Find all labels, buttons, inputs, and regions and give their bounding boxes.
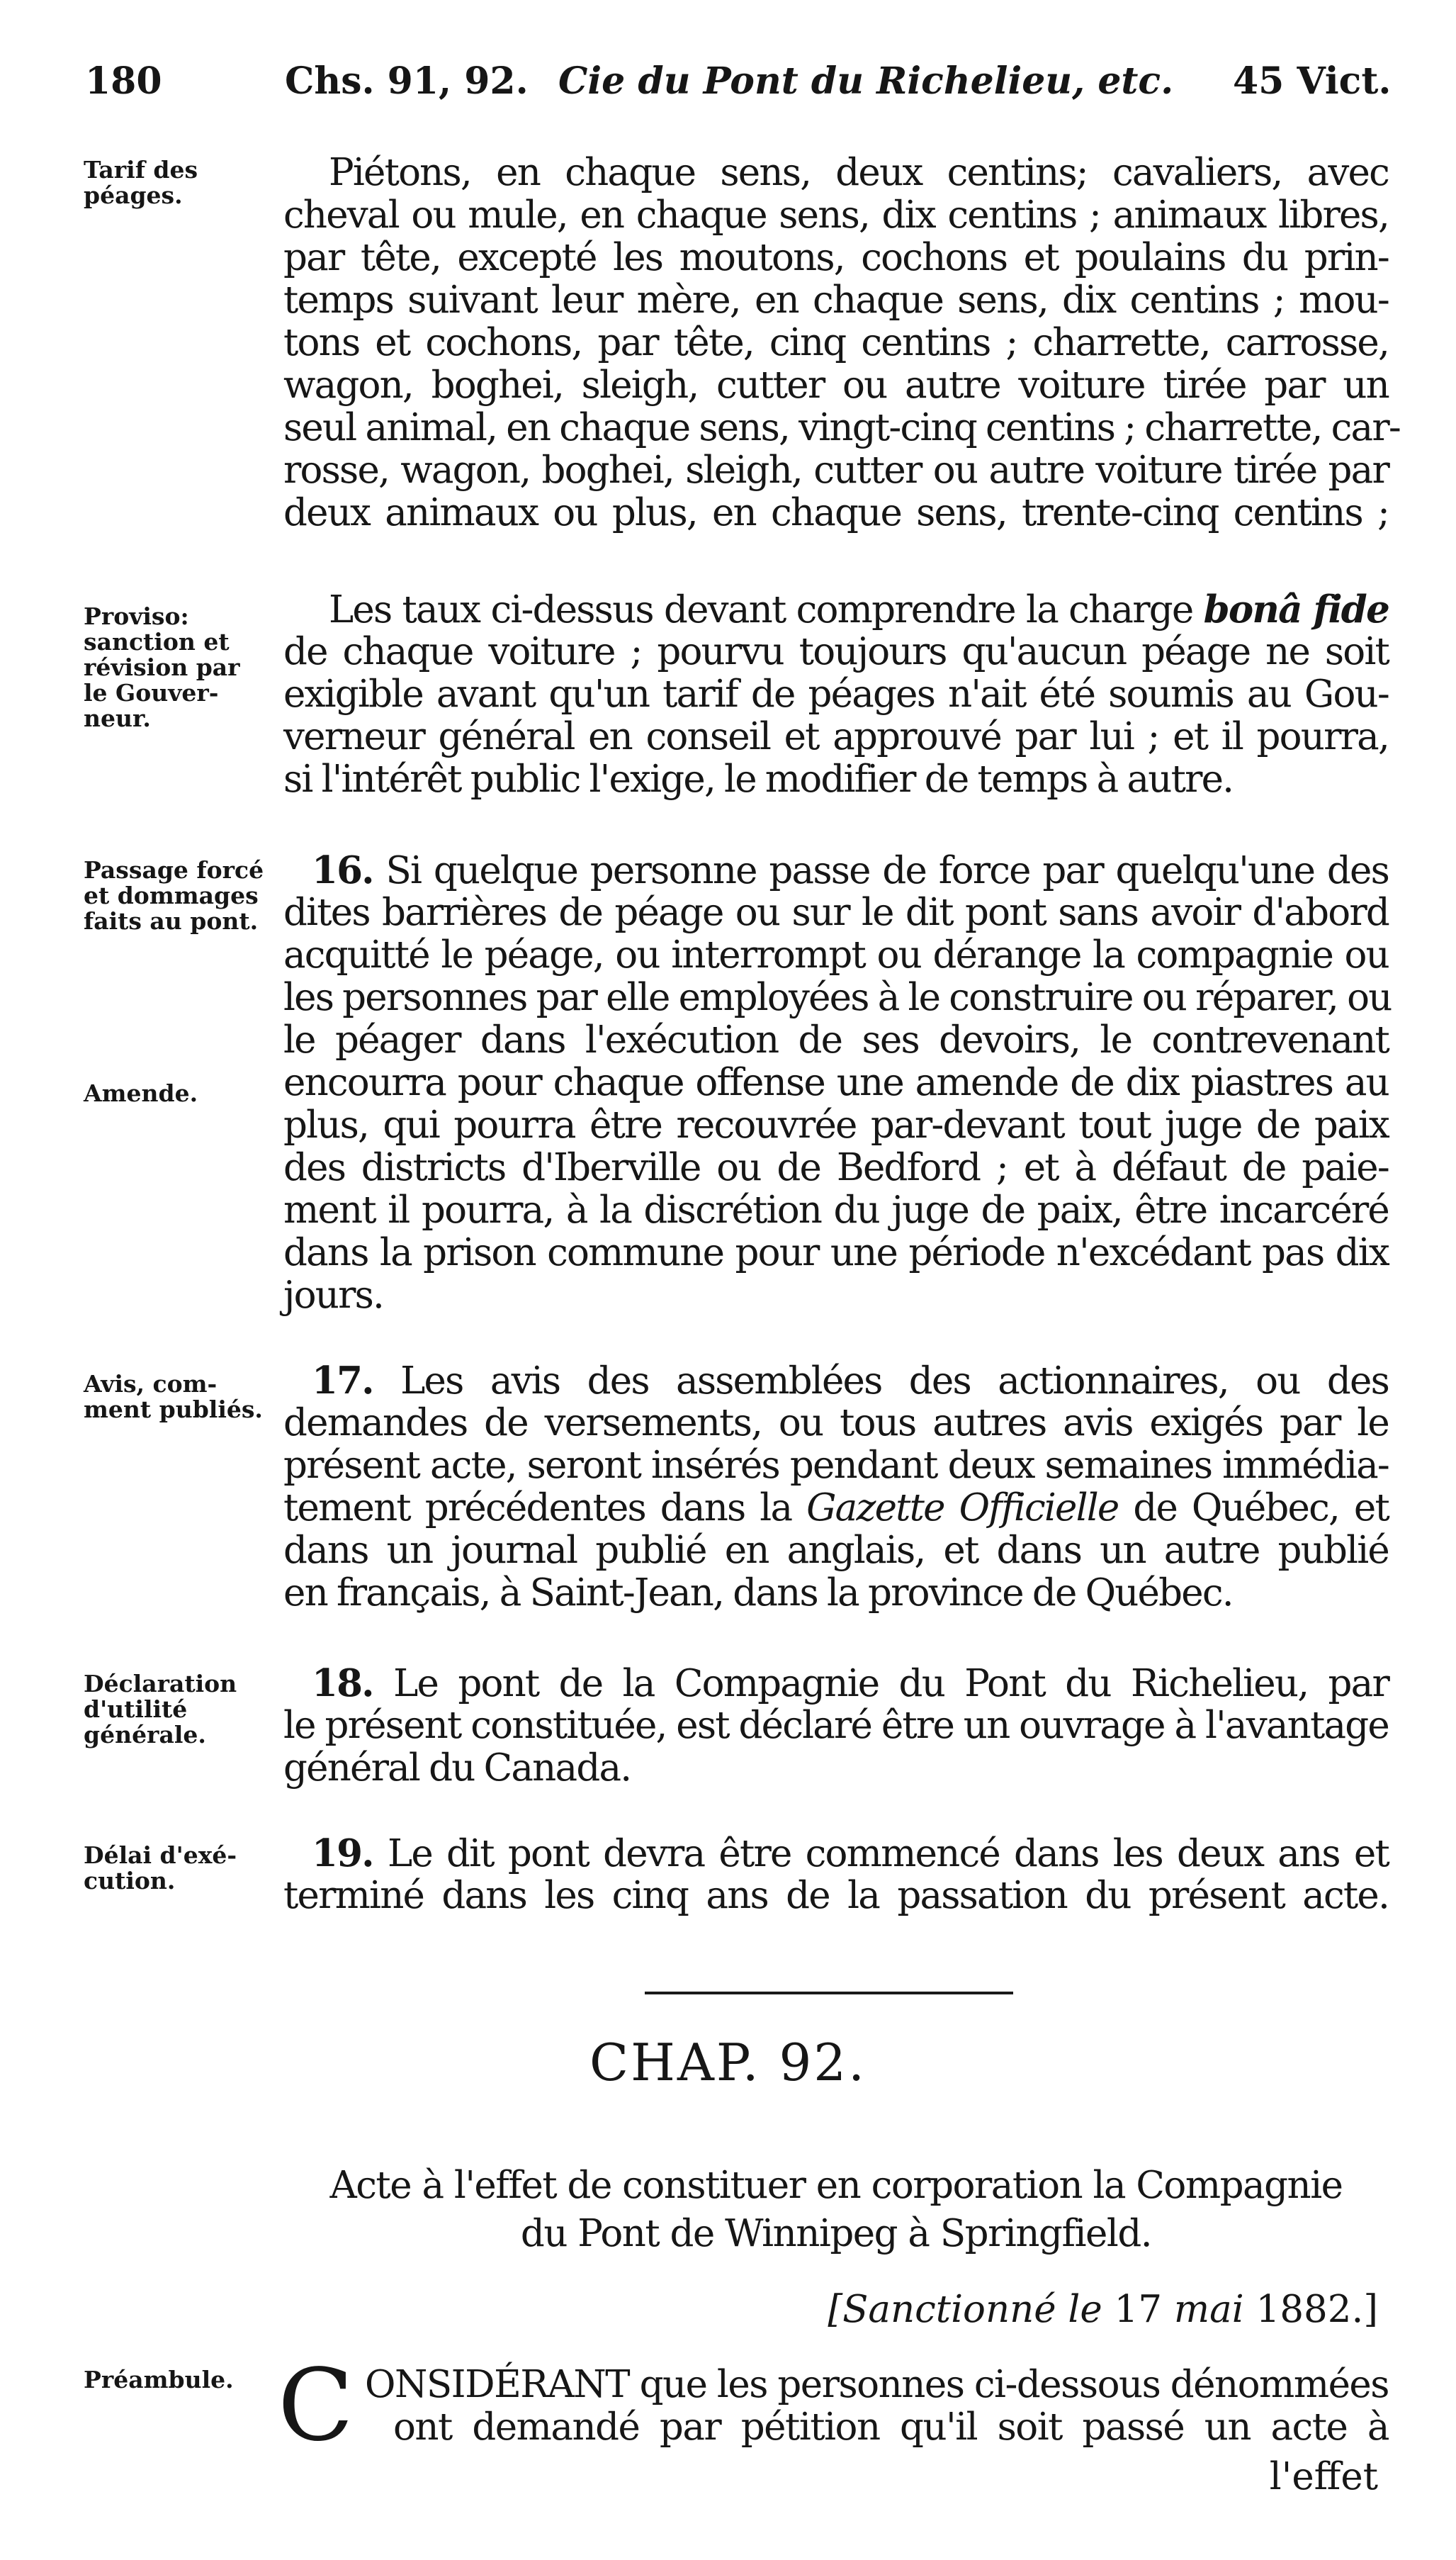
proviso-latin-term: bonâ fide <box>1203 588 1389 631</box>
text-line: plus, qui pourra être recouvrée par-devant tout juge de paix <box>283 1104 1389 1147</box>
text-line: terminé dans les cinq ans de la passation du présent acte. <box>283 1874 1389 1917</box>
section-text: Le pont de la Compagnie du Pont du Richelieu, par <box>393 1662 1389 1705</box>
margin-note-amende <box>84 1081 275 1106</box>
text-line <box>283 1487 1389 1529</box>
act-title <box>283 2162 1389 2258</box>
text-line: encourra pour chaque offense une amende de dix piastres au <box>283 1061 1389 1104</box>
margin-note-line: Tarif des <box>84 156 198 184</box>
section-18 <box>283 1662 1389 1790</box>
margin-note-line: faits au pont. <box>84 907 259 935</box>
margin-note-line: Préambule. <box>84 2366 234 2393</box>
margin-note-proviso <box>84 604 275 731</box>
text-line: exigible avant qu'un tarif de péages n'ait été soumis au Gou- <box>283 673 1389 716</box>
margin-note-line: révision par <box>84 653 240 681</box>
chapter-heading: CHAP. 92. <box>589 2033 867 2092</box>
text-line: seul animal, en chaque sens, vingt-cinq centins ; charrette, car- <box>283 406 1400 449</box>
text-line: demandes de versements, ou tous autres avis exigés par le <box>283 1401 1389 1444</box>
sanction-label: [Sanctionné le <box>828 2288 1102 2331</box>
text-line: des districts d'Iberville ou de Bedford ; et à défaut de paie- <box>283 1146 1389 1189</box>
text-line: dans un journal publié en anglais, et dans un autre publié <box>283 1529 1389 1572</box>
margin-note-line: cution. <box>84 1867 176 1894</box>
margin-note-line: neur. <box>84 704 151 732</box>
drop-cap: C <box>278 2348 354 2464</box>
text-line: le péager dans l'exécution de ses devoirs, le contrevenant <box>283 1018 1389 1062</box>
text-line: en français, à Saint-Jean, dans la province de Québec. <box>283 1571 1233 1615</box>
text-line: cheval ou mule, en chaque sens, dix centins ; animaux libres, <box>283 193 1389 237</box>
chapter-range: Chs. 91, 92. <box>285 60 529 103</box>
margin-note-line: Délai d'exé- <box>84 1841 237 1869</box>
text-line: par tête, excepté les moutons, cochons et poulains du prin- <box>283 236 1389 279</box>
section-17 <box>283 1359 1389 1615</box>
act-title-line: du Pont de Winnipeg à Springfield. <box>520 2212 1152 2255</box>
text-line <box>283 588 1389 631</box>
text-line: de chaque voiture ; pourvu toujours qu'aucun péage ne soit <box>283 630 1389 673</box>
page-number: 180 <box>85 60 162 103</box>
margin-note-line: Amende. <box>84 1079 198 1107</box>
section-text: Les avis des assemblées des actionnaires, ou des <box>400 1359 1389 1403</box>
text-line: Piétons, en chaque sens, deux centins; cavaliers, avec <box>329 151 1389 194</box>
section-number: 17. <box>312 1359 373 1403</box>
margin-note-line: générale. <box>84 1721 206 1748</box>
margin-note-line: et dommages <box>84 882 259 909</box>
section-number: 18. <box>312 1661 373 1705</box>
text-line <box>283 1832 1389 1875</box>
tolls-paragraph <box>283 151 1400 534</box>
margin-note-line: Avis, com- <box>84 1370 218 1398</box>
margin-note-line: ment publiés. <box>84 1396 263 1423</box>
text-line: ont demandé par pétition qu'il soit passé un acte à <box>393 2405 1389 2449</box>
text-line: wagon, boghei, sleigh, cutter ou autre voiture tirée par un <box>283 364 1389 407</box>
regnal-year: 45 Vict. <box>1233 60 1392 103</box>
text-line: le présent constituée, est déclaré être un ouvrage à l'avantage <box>283 1704 1389 1747</box>
gazette-name: Gazette Officielle <box>806 1486 1119 1529</box>
text-line: rosse, wagon, boghei, sleigh, cutter ou autre voiture tirée par <box>283 449 1389 492</box>
margin-note-preambule <box>84 2367 275 2393</box>
sanction-day: 17 <box>1114 2288 1163 2331</box>
margin-note-delai <box>84 1843 275 1894</box>
running-title: Cie du Pont du Richelieu, etc. <box>558 60 1174 103</box>
section-text: Le dit pont devra être commencé dans les deux ans et <box>387 1832 1389 1875</box>
text-line: dans la prison commune pour une période n'excédant pas dix <box>283 1231 1389 1274</box>
text-line: ONSIDÉRANT que les personnes ci-dessous dénommées <box>365 2363 1389 2406</box>
margin-note-line: d'utilité <box>84 1695 188 1723</box>
proviso-text: Les taux ci-dessus devant comprendre la charge <box>329 588 1193 631</box>
text-line: temps suivant leur mère, en chaque sens, dix centins ; mou- <box>283 279 1389 322</box>
text-line: général du Canada. <box>283 1746 631 1790</box>
section-16 <box>283 848 1392 1317</box>
sanction-month: mai <box>1173 2288 1244 2331</box>
text-line: deux animaux ou plus, en chaque sens, trente-cinq centins ; <box>283 491 1389 534</box>
text-line: les personnes par elle employées à le construire ou réparer, ou <box>283 976 1392 1019</box>
section-number: 16. <box>312 848 373 892</box>
text-line: dites barrières de péage ou sur le dit pont sans avoir d'abord <box>283 891 1389 934</box>
section-text: Si quelque personne passe de force par quelqu'une des <box>385 849 1389 892</box>
act-title-line: Acte à l'effet de constituer en corporation la Compagnie <box>329 2164 1343 2207</box>
section-number: 19. <box>312 1831 373 1875</box>
text-line <box>283 849 1389 892</box>
margin-note-line: Passage forcé <box>84 856 264 884</box>
margin-note-tarif <box>84 157 275 208</box>
section-text: de Québec, et <box>1133 1486 1389 1529</box>
text-line: ment il pourra, à la discrétion du juge de paix, être incarcéré <box>283 1189 1389 1232</box>
sanction-date <box>828 2286 1378 2334</box>
margin-note-line: le Gouver- <box>84 679 219 707</box>
text-line <box>283 1359 1389 1402</box>
margin-note-line: Déclaration <box>84 1670 237 1697</box>
text-line: présent acte, seront insérés pendant deux semaines immédia- <box>283 1444 1389 1487</box>
text-line: jours. <box>283 1274 384 1317</box>
margin-note-passage <box>84 858 275 934</box>
text-line: verneur général en conseil et approuvé par lui ; et il pourra, <box>283 715 1389 758</box>
preamble-paragraph <box>365 2364 1389 2449</box>
margin-note-declaration <box>84 1671 275 1748</box>
sanction-year: 1882.] <box>1255 2288 1378 2331</box>
text-line: acquitté le péage, ou interrompt ou dérange la compagnie ou <box>283 933 1389 977</box>
proviso-paragraph <box>283 588 1389 801</box>
section-19 <box>283 1832 1389 1917</box>
margin-note-line: sanction et <box>84 628 230 656</box>
text-line: tons et cochons, par tête, cinq centins ; charrette, carrosse, <box>283 321 1389 364</box>
text-line <box>283 1662 1389 1705</box>
text-line: si l'intérêt public l'exige, le modifier de temps à autre. <box>283 758 1234 801</box>
margin-note-line: Proviso: <box>84 602 189 630</box>
margin-note-line: péages. <box>84 181 183 209</box>
margin-note-avis <box>84 1371 275 1422</box>
section-text: tement précédentes dans la <box>283 1486 792 1529</box>
section-divider <box>645 1992 1013 1994</box>
catchword: l'effet <box>1269 2455 1378 2498</box>
